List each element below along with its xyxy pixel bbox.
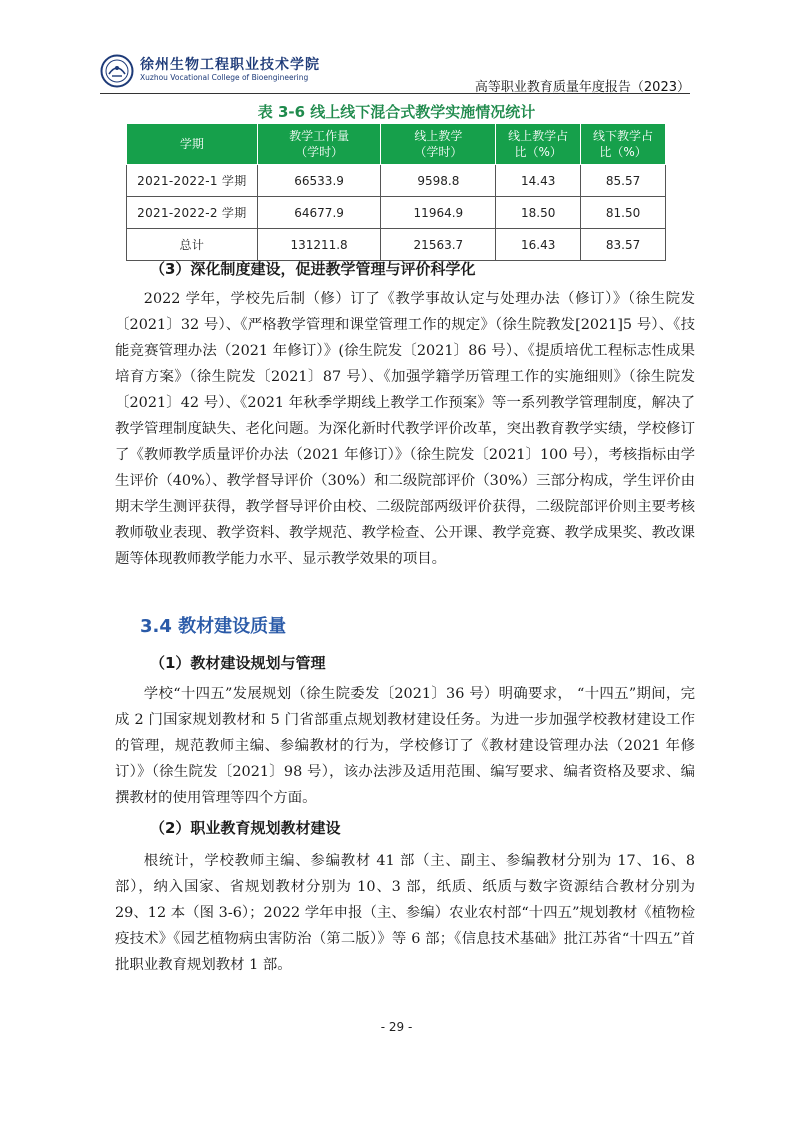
table-cell: 2021-2022-2 学期 xyxy=(127,197,258,229)
table-cell: 16.43 xyxy=(496,229,581,261)
subheading-1: （1）教材建设规划与管理 xyxy=(150,654,326,672)
teaching-stats-table xyxy=(126,123,666,261)
table-cell: 85.57 xyxy=(581,165,666,197)
table-cell: 14.43 xyxy=(496,165,581,197)
column-header: 教学工作量 （学时） xyxy=(257,124,381,165)
column-header: 线下教学占 比（%） xyxy=(581,124,666,165)
college-logo-icon xyxy=(100,54,134,88)
table-cell: 11964.9 xyxy=(381,197,496,229)
table-cell: 81.50 xyxy=(581,197,666,229)
column-header: 线上教学 （学时） xyxy=(381,124,496,165)
page-number: - 29 - xyxy=(380,1020,413,1034)
table-cell: 9598.8 xyxy=(381,165,496,197)
table-cell: 131211.8 xyxy=(257,229,381,261)
table-cell: 18.50 xyxy=(496,197,581,229)
report-title: 高等职业教育质量年度报告（2023） xyxy=(474,80,690,95)
section-title: 3.4 教材建设质量 xyxy=(140,616,287,637)
table-cell: 21563.7 xyxy=(381,229,496,261)
paragraph-textbook-planning: 学校“十四五”发展规划（徐生院委发〔2021〕36 号）明确要求， “十四五”期间，完成 2 门国家规划教材和 5 门省部重点规划教材建设任务。为进一步加强学校教材建设工作的管理，规范教师主编、参编教材的行为，学校修订了《教材建设管理办法（2021 年修订）》（徐生院发〔2021〕98 号），该办法涉及适用范围、编写要求、编者资格及要求、编撰教材的使用管理等四个方面。 xyxy=(115,686,695,806)
school-name-en: Xuzhou Vocational College of Bioengineering xyxy=(140,73,309,82)
school-name-cn: 徐州生物工程职业技术学院 xyxy=(140,57,320,73)
table-cell: 83.57 xyxy=(581,229,666,261)
page-header xyxy=(100,52,690,95)
table-cell: 总计 xyxy=(127,229,258,261)
table-cell: 66533.9 xyxy=(257,165,381,197)
column-header: 线上教学占 比（%） xyxy=(496,124,581,165)
column-header: 学期 xyxy=(127,124,258,165)
paragraph-textbook-statistics: 根统计，学校教师主编、参编教材 41 部（主、副主、参编教材分别为 17、16、8 部），纳入国家、省规划教材分别为 10、3 部，纸质、纸质与数字资源结合教材分别为 29、12 本（图 3-6）；2022 学年申报（主、参编）农业农村部“十四五”规划教材《植物检疫技术》《园艺植物病虫害防治（第二版）》等 6 部；《信息技术基础》批江苏省“十四五”首批职业教育规划教材 1 部。 xyxy=(115,853,695,973)
table-caption: 表 3-6 线上线下混合式教学实施情况统计 xyxy=(257,103,536,121)
subheading-3: （3）深化制度建设，促进教学管理与评价科学化 xyxy=(150,260,476,278)
table-row xyxy=(127,165,666,197)
header-divider xyxy=(100,93,690,94)
table-cell: 64677.9 xyxy=(257,197,381,229)
subheading-2: （2）职业教育规划教材建设 xyxy=(150,819,341,837)
table-cell: 2021-2022-1 学期 xyxy=(127,165,258,197)
table-row xyxy=(127,197,666,229)
paragraph-evaluation-reform: 2022 学年，学校先后制（修）订了《教学事故认定与处理办法（修订）》（徐生院发〔2021〕32 号）、《严格教学管理和课堂管理工作的规定》（徐生院教发[2021]5 号）、《技能竞赛管理办法（2021 年修订）》(徐生院发〔2021〕86 号）、《提质培优工程标志性成果培育方案》（徐生院发〔2021〕87 号）、《加强学籍学历管理工作的实施细则》（徐生院发〔2021〕42 号）、《2021 年秋季学期线上教学工作预案》等一系列教学管理制度，解决了教学管理制度缺失、老化问题。为深化新时代教学评价改革，突出教育教学实绩，学校修订了《教师教学质量评价办法（2021 年修订）》（徐生院发〔2021〕100 号），考核指标由学生评价（40%）、教学督导评价（30%）和二级院部评价（30%）三部分构成，学生评价由期末学生测评获得，教学督导评价由校、二级院部两级评价获得，二级院部评价则主要考核教师敬业表现、教学资料、教学规范、教学检查、公开课、教学竞赛、教学成果奖、教改课题等体现教师教学能力水平、显示教学效果的项目。 xyxy=(115,291,695,567)
table-header-row xyxy=(127,124,666,165)
table-total-row xyxy=(127,229,666,261)
